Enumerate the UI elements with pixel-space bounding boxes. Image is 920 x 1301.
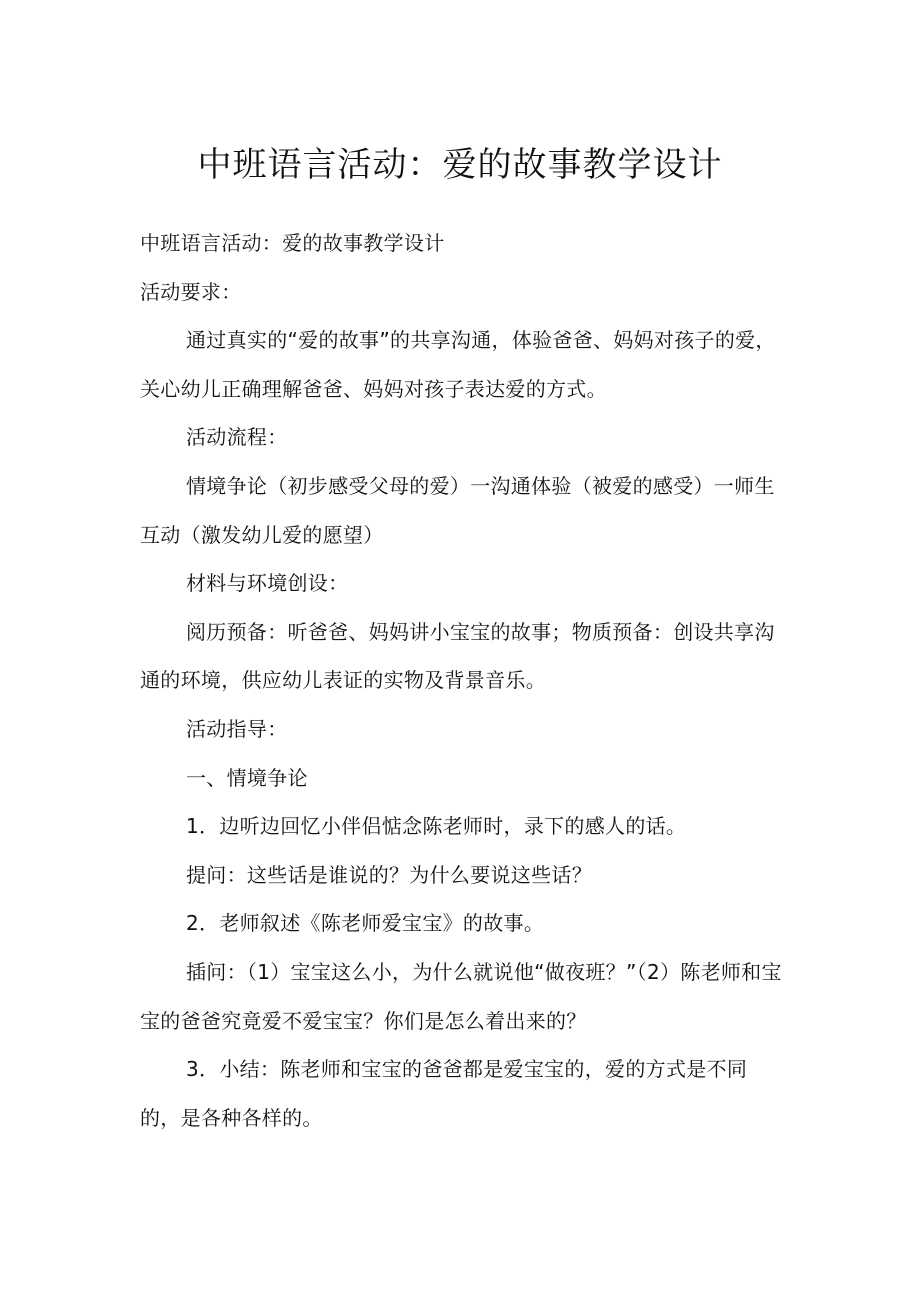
paragraph-subtitle: 中班语言活动：爱的故事教学设计 [140, 231, 445, 255]
paragraph-process: 情境争论（初步感受父母的爱）一沟通体验（被爱的感受）一师生互动（激发幼儿爱的愿望） [140, 473, 775, 547]
paragraph-materials: 阅历预备：听爸爸、妈妈讲小宝宝的故事；物质预备：创设共享沟通的环境，供应幼儿表证的实物及背景音乐。 [140, 619, 775, 693]
document-body [140, 219, 784, 1142]
paragraph-requirements: 通过真实的“爱的故事”的共享沟通，体验爸爸、妈妈对孩子的爱，关心幼儿正确理解爸爸、妈妈对孩子表达爱的方式。 [140, 328, 776, 401]
document-title: 中班语言活动：爱的故事教学设计 [197, 145, 723, 185]
paragraph-interjection: 插问：（1）宝宝这么小，为什么就说他“做夜班？”（2）陈老师和宝宝的爸爸究竟爱不爱宝宝？你们是怎么着出来的？ [140, 959, 782, 1033]
paragraph-question: 提问：这些话是谁说的？为什么要说这些话？ [186, 862, 592, 887]
paragraph-materials-heading: 材料与环境创设： [186, 571, 349, 596]
paragraph-process-heading: 活动流程： [186, 425, 288, 450]
paragraph-item-1: 1．边听边回忆小伴侣惦念陈老师时，录下的感人的话。 [186, 814, 687, 839]
paragraph-requirements-heading: 活动要求： [140, 279, 242, 304]
paragraph-item-2: 2．老师叙述《陈老师爱宝宝》的故事。 [186, 911, 545, 936]
paragraph-item-3: 3．小结：陈老师和宝宝的爸爸都是爱宝宝的，爱的方式是不同的，是各种各样的。 [140, 1057, 748, 1130]
paragraph-guidance-heading: 活动指导： [186, 716, 288, 741]
paragraph-section-one: 一、情境争论 [186, 765, 308, 790]
